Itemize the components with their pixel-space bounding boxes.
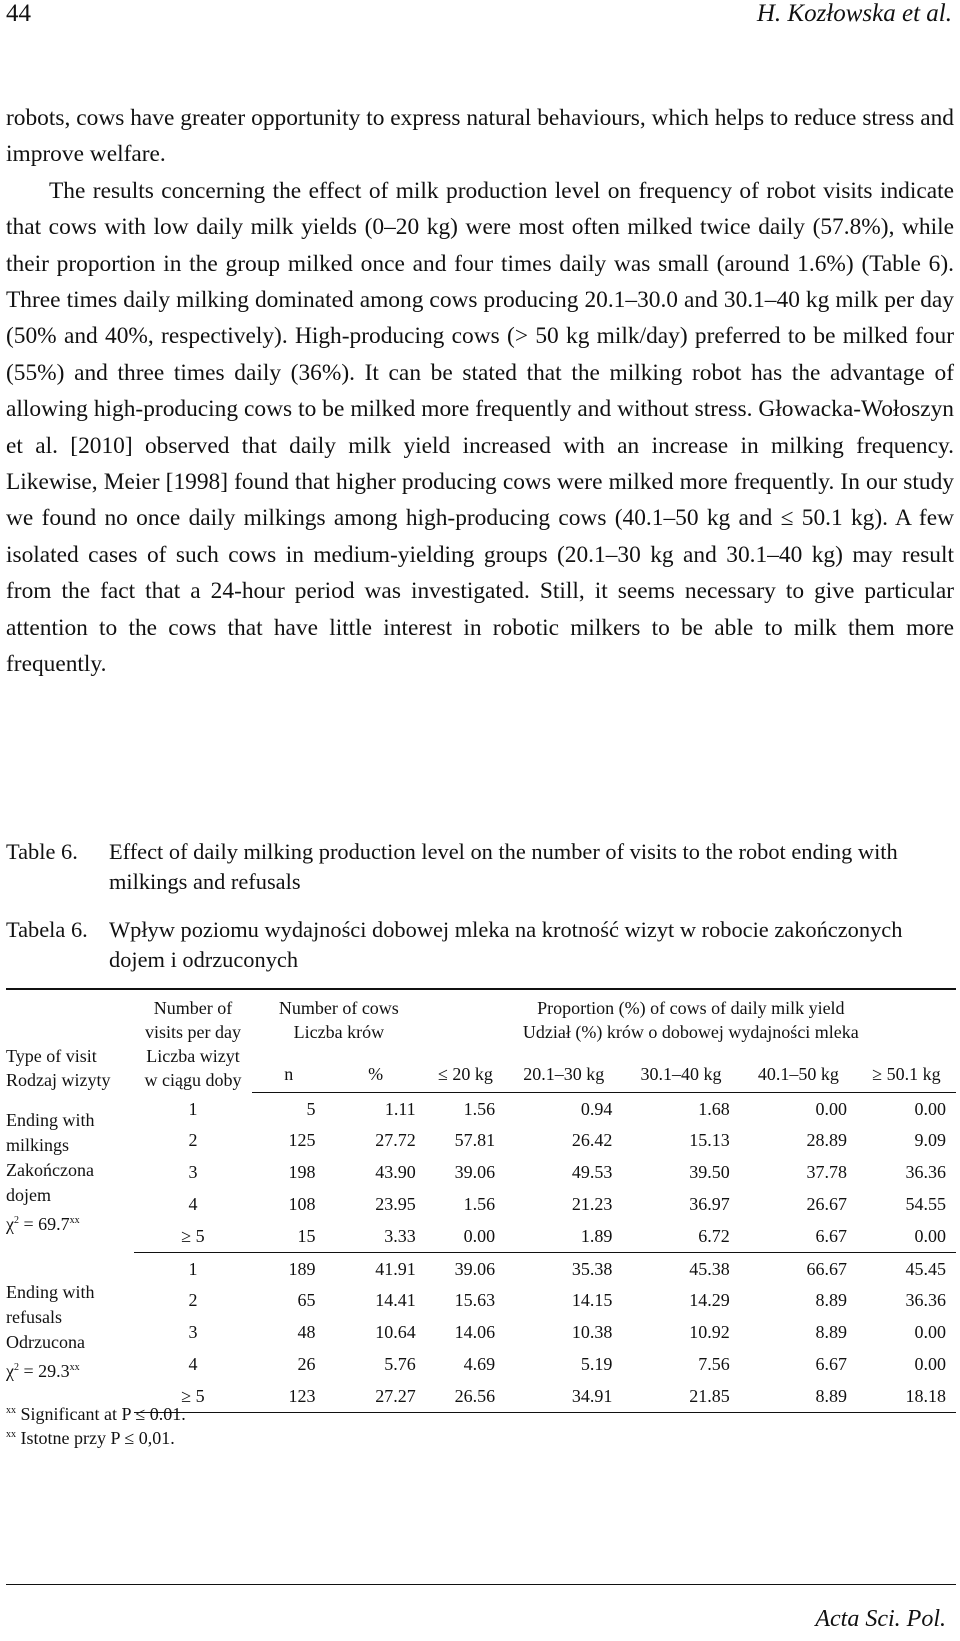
table-caption-polish xyxy=(6,915,954,975)
chi-value: = 29.3 xyxy=(19,1361,70,1381)
table-caption-label: Table 6. xyxy=(6,839,78,864)
cell-y5: 0.00 xyxy=(914,1322,946,1342)
cell-y5: 0.00 xyxy=(914,1099,946,1120)
cell-y1: 39.06 xyxy=(454,1162,496,1182)
cell-y2: 0.94 xyxy=(580,1099,613,1120)
header-visits-pl-2: w ciągu doby xyxy=(144,1070,242,1090)
footer-rule xyxy=(6,1584,956,1585)
cell-y3: 45.38 xyxy=(689,1259,730,1280)
header-proportion xyxy=(426,989,956,1055)
cell-y1: 15.63 xyxy=(454,1290,496,1310)
cell-y2: 1.89 xyxy=(505,1220,622,1252)
cell-y1: 57.81 xyxy=(454,1130,496,1150)
table-caption-text: Effect of daily milking production level on the number of visits to the robot ending with milkings and refusals xyxy=(109,839,898,894)
cell-y4: 26.67 xyxy=(806,1194,847,1214)
footnote-text-pl: Istotne przy P ≤ 0,01. xyxy=(16,1428,175,1448)
cell-y4: 37.78 xyxy=(806,1162,847,1182)
header-yield-1: ≤ 20 kg xyxy=(426,1055,505,1092)
table-row xyxy=(6,1188,956,1220)
table-row xyxy=(6,1284,956,1316)
cell-y3: 6.72 xyxy=(622,1220,739,1252)
header-visits-per-day xyxy=(134,989,252,1092)
footnote-english xyxy=(6,1402,186,1426)
cell-y5: 36.36 xyxy=(905,1290,946,1310)
group-label-milkings xyxy=(6,1092,134,1252)
cell-y3: 39.50 xyxy=(689,1162,730,1182)
table-footnotes xyxy=(6,1402,186,1450)
cell-visits: 1 xyxy=(188,1099,198,1119)
cell-pct: 3.33 xyxy=(325,1220,425,1252)
cell-n: 65 xyxy=(297,1290,316,1310)
chi-value: = 69.7 xyxy=(19,1213,70,1234)
header-n: n xyxy=(252,1055,325,1092)
cell-y1: 0.00 xyxy=(426,1220,505,1252)
cell-n: 15 xyxy=(252,1220,325,1252)
cell-pct: 27.72 xyxy=(375,1130,416,1150)
table-row xyxy=(6,1316,956,1348)
header-type-pl: Rodzaj wizyty xyxy=(6,1070,111,1090)
group1-label-3: Zakończona xyxy=(6,1159,94,1180)
cell-y5: 18.18 xyxy=(857,1380,956,1412)
cell-y3: 21.85 xyxy=(622,1380,739,1412)
cell-pct: 14.41 xyxy=(375,1290,416,1310)
cell-y4: 8.89 xyxy=(815,1290,847,1310)
group-label-refusals xyxy=(6,1252,134,1412)
header-pct: % xyxy=(325,1055,425,1092)
cell-y3: 36.97 xyxy=(689,1194,730,1214)
group2-chi-square xyxy=(6,1355,134,1384)
cell-y3: 10.92 xyxy=(689,1322,730,1342)
cell-visits: 4 xyxy=(188,1194,198,1214)
header-prop-pl: Udział (%) krów o dobowej wydajności mleka xyxy=(522,1022,859,1042)
cell-y4: 8.89 xyxy=(815,1322,847,1342)
header-cows-en: Number of cows xyxy=(278,998,399,1018)
body-text xyxy=(6,100,954,683)
cell-y4: 0.00 xyxy=(815,1099,847,1120)
table-caption-english xyxy=(6,837,954,897)
cell-visits: 4 xyxy=(188,1354,198,1374)
cell-y3: 15.13 xyxy=(689,1130,730,1150)
cell-y1: 39.06 xyxy=(454,1259,496,1280)
cell-y5: 9.09 xyxy=(914,1130,946,1150)
significance-mark: xx xyxy=(69,1362,80,1373)
cell-y5: 36.36 xyxy=(905,1162,946,1182)
cell-pct: 10.64 xyxy=(375,1322,416,1342)
cell-y4: 66.67 xyxy=(806,1259,847,1280)
cell-n: 5 xyxy=(306,1099,316,1120)
table-row xyxy=(6,1348,956,1380)
cell-n: 198 xyxy=(288,1162,316,1182)
cell-y5: 0.00 xyxy=(857,1220,956,1252)
cell-y4: 28.89 xyxy=(806,1130,847,1150)
page-number: 44 xyxy=(6,0,31,27)
cell-pct: 27.27 xyxy=(325,1380,425,1412)
cell-y2: 21.23 xyxy=(571,1194,613,1214)
header-prop-en: Proportion (%) of cows of daily milk yield xyxy=(537,998,845,1018)
cell-visits: 3 xyxy=(188,1322,198,1342)
table-caption-label-pl: Tabela 6. xyxy=(6,917,88,942)
table-row xyxy=(6,1156,956,1188)
cell-y2: 10.38 xyxy=(571,1322,613,1342)
cell-n: 189 xyxy=(288,1259,316,1280)
header-visits-pl-1: Liczba wizyt xyxy=(146,1046,240,1066)
header-type-of-visit xyxy=(6,989,134,1092)
cell-pct: 23.95 xyxy=(375,1194,416,1214)
footnote-mark: xx xyxy=(6,1429,16,1440)
cell-y5: 0.00 xyxy=(914,1354,946,1374)
cell-y1: 26.56 xyxy=(426,1380,505,1412)
data-table xyxy=(6,988,956,1413)
cell-y2: 49.53 xyxy=(571,1162,613,1182)
cell-n: 108 xyxy=(288,1194,316,1214)
group1-label-2: milkings xyxy=(6,1134,70,1155)
header-cows-pl: Liczba krów xyxy=(293,1022,385,1042)
header-yield-2: 20.1–30 kg xyxy=(505,1055,622,1092)
cell-y1: 1.56 xyxy=(463,1194,496,1214)
cell-y2: 35.38 xyxy=(571,1259,613,1280)
cell-y3: 14.29 xyxy=(689,1290,730,1310)
table-caption-text-pl: Wpływ poziomu wydajności dobowej mleka na krotność wizyt w robocie zakończonych dojem i odrzuconych xyxy=(109,917,903,972)
header-yield-4: 40.1–50 kg xyxy=(740,1055,857,1092)
group1-chi-square xyxy=(6,1208,134,1237)
footnote-polish xyxy=(6,1426,186,1450)
chi-exponent: 2 xyxy=(14,1362,19,1373)
cell-pct: 5.76 xyxy=(384,1354,416,1374)
cell-y2: 14.15 xyxy=(571,1290,613,1310)
table-row xyxy=(6,1092,956,1124)
header-visits-en-1: Number of xyxy=(153,998,233,1018)
running-head: H. Kozłowska et al. xyxy=(756,0,952,27)
cell-y4: 6.67 xyxy=(815,1354,847,1374)
table-row xyxy=(6,1124,956,1156)
cell-pct: 1.11 xyxy=(384,1099,416,1120)
group2-label-1: Ending with xyxy=(6,1282,95,1302)
header-type-en: Type of visit xyxy=(6,1046,97,1066)
group1-label-4: dojem xyxy=(6,1184,51,1205)
group1-label-1: Ending with xyxy=(6,1109,95,1130)
cell-y2: 34.91 xyxy=(505,1380,622,1412)
significance-mark: xx xyxy=(69,1214,80,1226)
header-yield-3: 30.1–40 kg xyxy=(622,1055,739,1092)
cell-visits: 1 xyxy=(188,1259,198,1280)
table-row xyxy=(6,1220,956,1252)
journal-name: Acta Sci. Pol. xyxy=(815,1606,946,1632)
cell-pct: 43.90 xyxy=(375,1162,416,1182)
cell-visits: 3 xyxy=(188,1162,198,1182)
cell-y2: 5.19 xyxy=(580,1354,613,1374)
cell-pct: 41.91 xyxy=(375,1259,416,1280)
chi-exponent: 2 xyxy=(14,1214,19,1226)
cell-n: 26 xyxy=(297,1354,316,1374)
cell-y1: 14.06 xyxy=(454,1322,496,1342)
cell-n: 123 xyxy=(252,1380,325,1412)
cell-visits: 2 xyxy=(188,1290,198,1310)
group2-label-3: Odrzucona xyxy=(6,1332,85,1352)
footnote-text-en: Significant at P ≤ 0.01. xyxy=(16,1404,186,1424)
paragraph-1: robots, cows have greater opportunity to express natural behaviours, which helps to reduce stress and improve welfare. xyxy=(6,105,954,168)
cell-y1: 4.69 xyxy=(463,1354,496,1374)
cell-y1: 1.56 xyxy=(463,1099,496,1120)
chi-symbol: χ xyxy=(6,1213,14,1234)
cell-visits: ≥ 5 xyxy=(134,1380,252,1412)
cell-y4: 6.67 xyxy=(740,1220,857,1252)
header-yield-5: ≥ 50.1 kg xyxy=(857,1055,956,1092)
header-visits-en-2: visits per day xyxy=(145,1022,241,1042)
header-number-of-cows xyxy=(252,989,426,1055)
chi-symbol: χ xyxy=(6,1361,14,1381)
cell-y4: 8.89 xyxy=(740,1380,857,1412)
cell-y3: 7.56 xyxy=(698,1354,730,1374)
cell-n: 125 xyxy=(288,1130,316,1150)
table-row xyxy=(6,1252,956,1284)
paragraph-2: The results concerning the effect of milk production level on frequency of robot visits indicate that cows with low daily milk yields (0–20 kg) were most often milked twice daily (57.8%), while their proportion in the group milked once and four times daily was small (around 1.6%) (Table 6). Three times daily milking dominated among cows producing 20.1–30.0 and 30.1–40 kg milk per day (50% and 40%, respectively). High-producing cows (> 50 kg milk/day) preferred to be milked four (55%) and three times daily (36%). It can be stated that the milking robot has the advantage of allowing high-producing cows to be milked more frequently and without stress. Głowacka-Wołoszyn et al. [2010] observed that daily milk yield increased with an increase in milking frequency. Likewise, Meier [1998] found that higher producing cows were milked more frequently. In our study we found no once daily milkings among high-producing cows (40.1–50 kg and ≤ 50.1 kg). A few isolated cases of such cows in medium-yielding groups (20.1–30 kg and 30.1–40 kg) may result from the fact that a 24-hour period was investigated. Still, it seems necessary to give particular attention to the cows that have little interest in robotic milkers to be able to milk them more frequently. xyxy=(6,177,954,678)
footnote-mark: xx xyxy=(6,1405,16,1416)
cell-y2: 26.42 xyxy=(571,1130,613,1150)
cell-y5: 45.45 xyxy=(905,1259,946,1280)
cell-y5: 54.55 xyxy=(905,1194,946,1214)
cell-n: 48 xyxy=(297,1322,316,1342)
cell-visits: ≥ 5 xyxy=(134,1220,252,1252)
cell-visits: 2 xyxy=(188,1130,198,1150)
cell-y3: 1.68 xyxy=(698,1099,730,1120)
group2-label-2: refusals xyxy=(6,1307,62,1327)
